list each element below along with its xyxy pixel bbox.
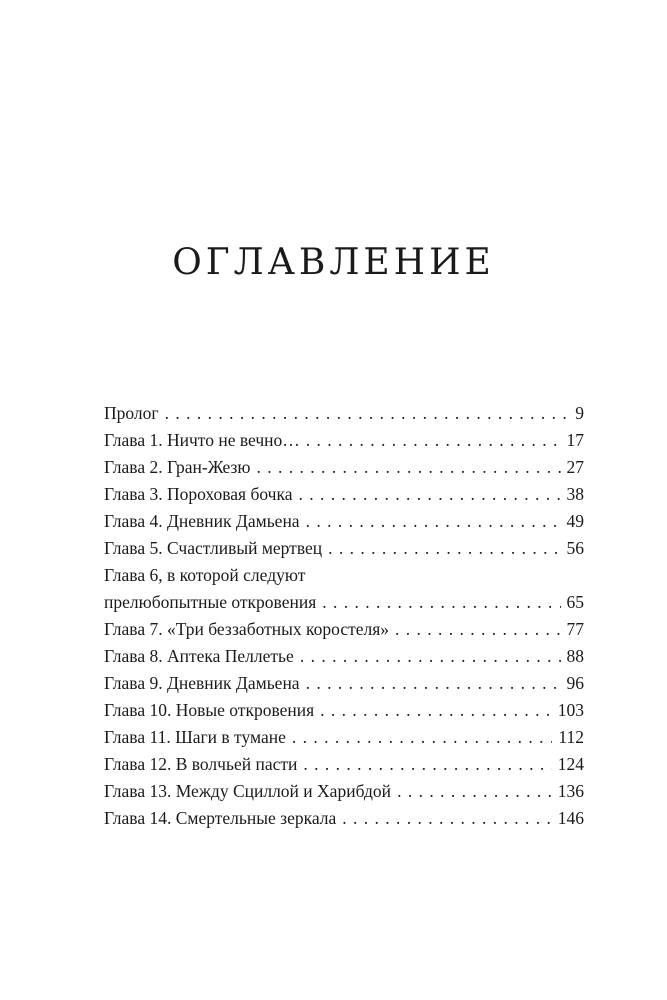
toc-entry-chapter-9 — [104, 670, 584, 697]
toc-entry-page: 17 — [566, 430, 584, 450]
toc-entry-title: Пролог — [104, 403, 159, 423]
toc-entry-title: Глава 7. «Три беззаботных коростеля» — [104, 619, 390, 639]
toc-entry-page: 9 — [575, 403, 584, 423]
toc-entry-chapter-14 — [104, 805, 584, 832]
toc-leader-dots — [397, 778, 552, 805]
toc-entry-title-line1: Глава 6, в которой следуют — [104, 565, 306, 585]
toc-entry-page: 124 — [557, 754, 584, 774]
toc-entry-title: Глава 9. Дневник Дамьена — [104, 673, 300, 693]
toc-entry-page: 38 — [566, 484, 584, 504]
toc-entry-title: Глава 13. Между Сциллой и Харибдой — [104, 781, 392, 801]
toc-leader-dots — [306, 508, 561, 535]
toc-entry-page: 77 — [566, 619, 584, 639]
toc-entry-title: Глава 3. Пороховая бочка — [104, 484, 293, 504]
table-of-contents — [104, 400, 584, 832]
toc-leader-dots — [165, 400, 570, 427]
toc-entry-chapter-11 — [104, 724, 584, 751]
toc-leader-dots — [256, 454, 560, 481]
toc-entry-chapter-6 — [104, 562, 584, 616]
toc-entry-title: Глава 1. Ничто не вечно… — [104, 430, 300, 450]
toc-entry-title: Глава 4. Дневник Дамьена — [104, 511, 300, 531]
toc-entry-page: 65 — [566, 592, 584, 612]
toc-entry-chapter-7 — [104, 616, 584, 643]
toc-leader-dots — [328, 535, 560, 562]
toc-entry-page: 88 — [566, 646, 584, 666]
toc-entry-page: 56 — [566, 538, 584, 558]
toc-entry-page: 27 — [566, 457, 584, 477]
toc-entry-page: 96 — [566, 673, 584, 693]
toc-leader-dots — [322, 589, 560, 616]
toc-entry-page: 136 — [557, 781, 584, 801]
toc-entry-page: 112 — [558, 727, 584, 747]
toc-entry-chapter-10 — [104, 697, 584, 724]
toc-leader-dots — [300, 643, 561, 670]
toc-entry-chapter-3 — [104, 481, 584, 508]
toc-leader-dots — [306, 427, 561, 454]
toc-leader-dots — [320, 697, 552, 724]
toc-entry-title: прелюбопытные откровения — [104, 592, 317, 612]
toc-entry-chapter-4 — [104, 508, 584, 535]
page-title: ОГЛАВЛЕНИЕ — [172, 242, 495, 283]
toc-entry-page: 146 — [557, 808, 584, 828]
toc-entry-title: Глава 8. Аптека Пеллетье — [104, 646, 294, 666]
toc-entry-title: Глава 2. Гран-Жезю — [104, 457, 251, 477]
toc-entry-chapter-12 — [104, 751, 584, 778]
toc-leader-dots — [342, 805, 552, 832]
toc-entry-page: 103 — [557, 700, 584, 720]
toc-entry-chapter-2 — [104, 454, 584, 481]
toc-leader-dots — [303, 751, 551, 778]
toc-entry-page: 49 — [566, 511, 584, 531]
toc-entry-chapter-13 — [104, 778, 584, 805]
toc-leader-dots — [306, 670, 561, 697]
toc-entry-prologue — [104, 400, 584, 427]
toc-leader-dots — [292, 724, 553, 751]
toc-entry-title: Глава 12. В волчьей пасти — [104, 754, 298, 774]
toc-leader-dots — [299, 481, 561, 508]
toc-entry-chapter-8 — [104, 643, 584, 670]
toc-entry-title: Глава 10. Новые откровения — [104, 700, 315, 720]
toc-entry-title: Глава 5. Счастливый мертвец — [104, 538, 323, 558]
toc-leader-dots — [395, 616, 560, 643]
toc-entry-chapter-1 — [104, 427, 584, 454]
toc-entry-title: Глава 11. Шаги в тумане — [104, 727, 286, 747]
toc-entry-chapter-5 — [104, 535, 584, 562]
toc-entry-title: Глава 14. Смертельные зеркала — [104, 808, 337, 828]
